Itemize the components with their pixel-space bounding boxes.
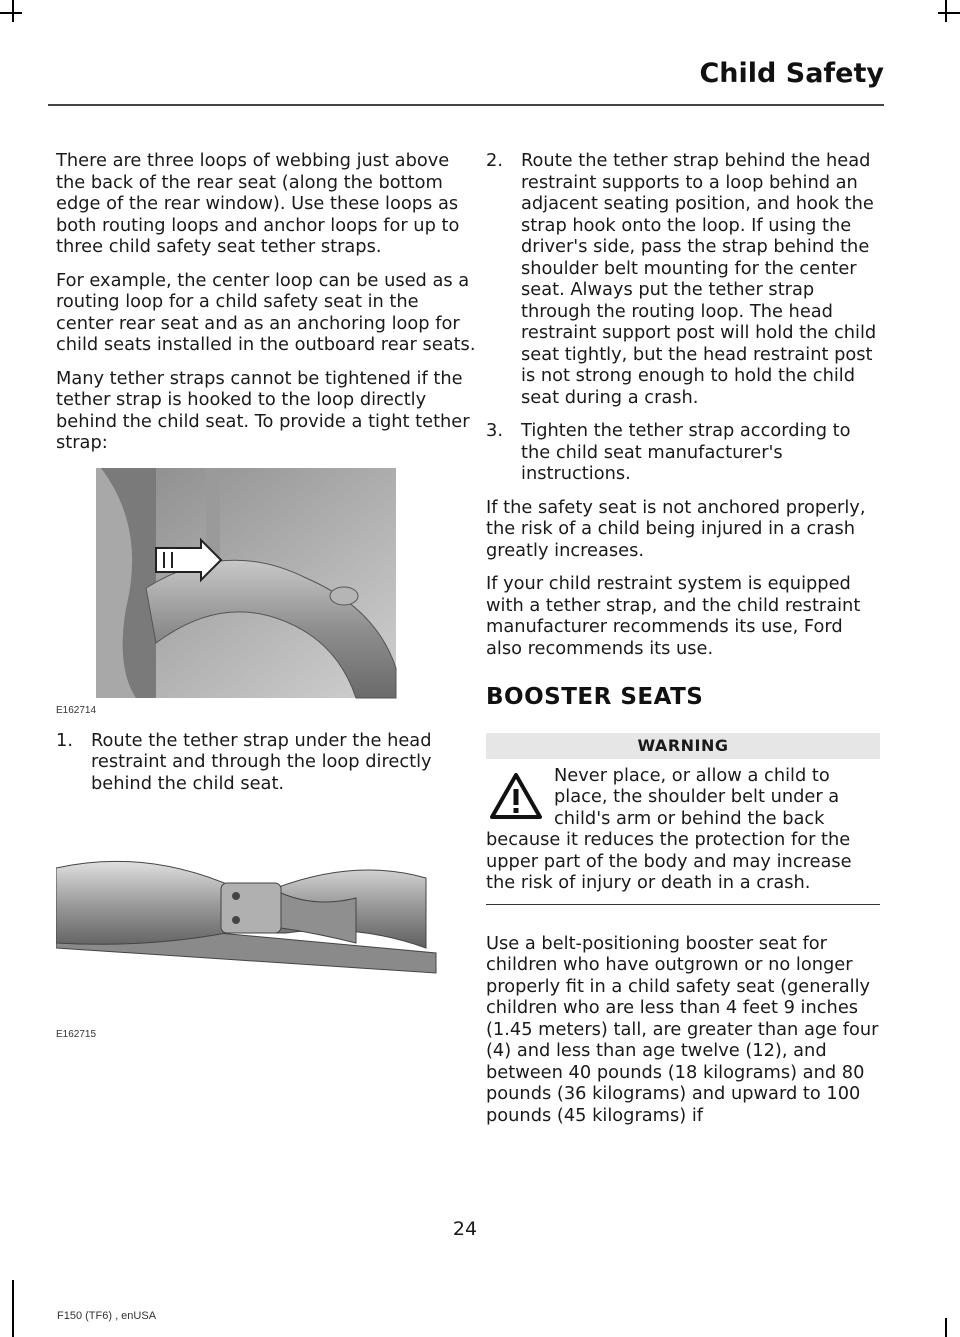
page-number: 24: [452, 1218, 478, 1240]
paragraph: Use a belt-positioning booster seat for children who have outgrown or no longer properly fit in a child safety seat (generally children who are less than 4 feet 9 inches (1.45 meters) tall, are greater than age four (4) and less than age twelve (12), and between 40 pounds (18 kilograms) and 80 pounds (36 kilograms) and upward to 100 pounds (45 kilograms) if: [486, 932, 879, 1126]
paragraph: Many tether straps cannot be tightened if the tether strap is hooked to the loop directly behind the child seat. To provide a tight tether strap:: [56, 367, 470, 453]
paragraph: For example, the center loop can be used as a routing loop for a child safety seat in the center rear seat and as an anchoring loop for child seats installed in the outboard rear seats.: [56, 269, 476, 355]
crop-mark: [0, 12, 22, 14]
step-3: [486, 420, 880, 485]
right-column: [486, 150, 880, 1138]
tether-strap-illustration: [56, 468, 476, 708]
step-text: Route the tether strap under the head restraint and through the loop directly behind the child seat.: [91, 729, 432, 794]
crop-mark: [12, 0, 14, 22]
step-text: Tighten the tether strap according to the child seat manufacturer's instructions.: [521, 420, 851, 484]
paragraph: If the safety seat is not anchored properly, the risk of a child being injured in a crash greatly increases.: [486, 496, 866, 561]
crop-mark: [945, 0, 947, 22]
step-number: 1.: [56, 729, 73, 751]
crop-mark: [12, 1280, 14, 1337]
paragraph: There are three loops of webbing just above the back of the rear seat (along the bottom edge of the rear window). Use these loops as both routing loops and anchor loops for up to three child safety seat tether straps.: [56, 150, 460, 257]
crop-mark: [938, 12, 960, 14]
warning-box: [486, 765, 880, 905]
step-1: [56, 730, 476, 795]
page-title: Child Safety: [699, 58, 884, 89]
warning-label: WARNING: [486, 733, 880, 759]
figure-code: E162715: [56, 1029, 97, 1040]
step-number: 3.: [486, 420, 503, 441]
left-column: [56, 150, 476, 1038]
step-2: [486, 150, 880, 408]
crop-mark: [945, 1318, 947, 1337]
figure-tether-loop-closeup: [56, 848, 476, 1038]
step-number: 2.: [486, 150, 503, 171]
figure-code: E162714: [56, 704, 97, 716]
header-divider: [48, 104, 884, 106]
warning-text: Never place, or allow a child to place, the shoulder belt under a child's arm or behind the back because it reduces the protection for the upper part of the body and may increase the risk of injury or death in a crash.: [486, 764, 852, 893]
figure-tether-loop: [56, 468, 476, 716]
loop-closeup-illustration: [56, 848, 476, 1038]
step-text: Route the tether strap behind the head restraint supports to a loop behind an adjacent seating position, and hook the strap hook onto the loop. If using the driver's side, pass the strap behind the shoulder belt mounting for the center seat. Always put the tether strap through the routing loop. The head restraint support post will hold the child seat tightly, but the head restraint post is not strong enough to hold the child seat during a crash.: [521, 150, 877, 408]
section-heading: BOOSTER SEATS: [486, 684, 704, 710]
footer-text: F150 (TF6) , enUSA: [57, 1310, 157, 1322]
paragraph: If your child restraint system is equipped with a tether strap, and the child restraint manufacturer recommends its use, Ford also recommends its use.: [486, 573, 861, 659]
warning-triangle-icon: [486, 767, 546, 827]
